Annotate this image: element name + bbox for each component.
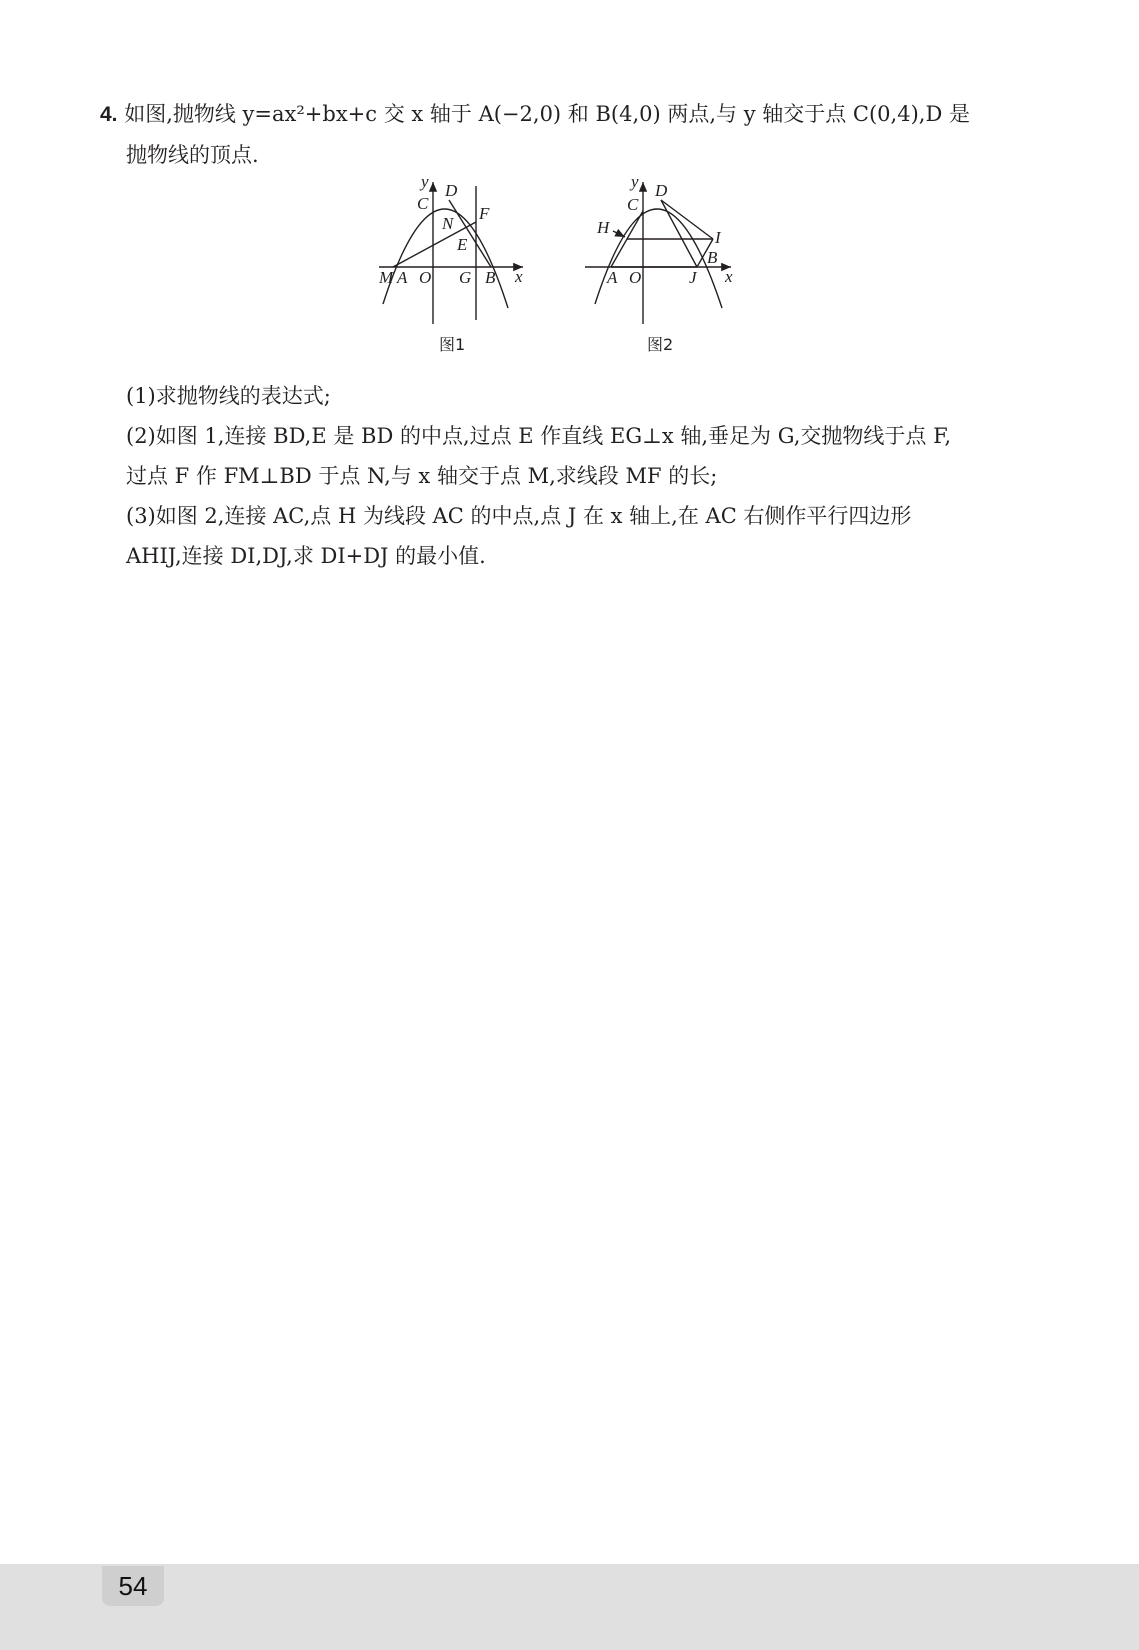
segment-dj (661, 200, 697, 267)
problem-number: 4. (100, 103, 118, 126)
label-f: F (479, 204, 490, 223)
label-o: O (419, 268, 432, 287)
figures (379, 178, 775, 378)
label-m: M (379, 268, 394, 287)
label-b: B (707, 248, 718, 267)
label-c: C (417, 194, 429, 213)
page-footer (0, 1564, 1139, 1650)
label-a: A (607, 268, 618, 287)
figure-1 (375, 178, 535, 356)
label-i: I (715, 228, 721, 247)
parabola (595, 209, 722, 308)
label-e: E (457, 235, 468, 254)
label-g: G (459, 268, 472, 287)
label-n: N (442, 214, 454, 233)
problem-line-2: 抛物线的顶点. (126, 143, 259, 167)
problem-statement (100, 94, 1040, 175)
label-b: B (485, 268, 496, 287)
part-3-line-2: AHIJ,连接 DI,DJ,求 DI+DJ 的最小值. (126, 544, 486, 568)
figure-2-caption: 图2 (647, 335, 674, 354)
problem-line-1 (100, 94, 1040, 135)
label-d: D (655, 181, 668, 200)
label-y: y (421, 178, 429, 191)
label-j: J (689, 268, 697, 287)
segment-di (661, 200, 713, 239)
part-1: (1)求抛物线的表达式; (126, 384, 331, 408)
label-c: C (627, 195, 639, 214)
label-o: O (629, 268, 642, 287)
label-x: x (515, 267, 523, 286)
page-number: 54 (102, 1566, 164, 1606)
h-pointer-arrow (613, 231, 625, 237)
figure-1-caption: 图1 (439, 335, 466, 354)
figure-2 (585, 178, 745, 356)
label-y: y (631, 178, 639, 191)
part-3-line-1: (3)如图 2,连接 AC,点 H 为线段 AC 的中点,点 J 在 x 轴上,在 AC 右侧作平行四边形 (126, 504, 912, 528)
part-2-line-2: 过点 F 作 FM⊥BD 于点 N,与 x 轴交于点 M,求线段 MF 的长; (126, 464, 718, 488)
problem-text-1: 如图,抛物线 y=ax²+bx+c 交 x 轴于 A(−2,0) 和 B(4,0) 两点,与 y 轴交于点 C(0,4),D 是 (124, 102, 970, 126)
label-h: H (597, 218, 610, 237)
part-2-line-1: (2)如图 1,连接 BD,E 是 BD 的中点,过点 E 作直线 EG⊥x 轴,垂足为 G,交抛物线于点 F, (126, 424, 952, 448)
figure-1-svg (375, 178, 535, 356)
label-d: D (445, 181, 458, 200)
figure-2-svg (585, 178, 745, 356)
label-x: x (725, 267, 733, 286)
label-a: A (397, 268, 408, 287)
sub-questions (126, 376, 1046, 576)
